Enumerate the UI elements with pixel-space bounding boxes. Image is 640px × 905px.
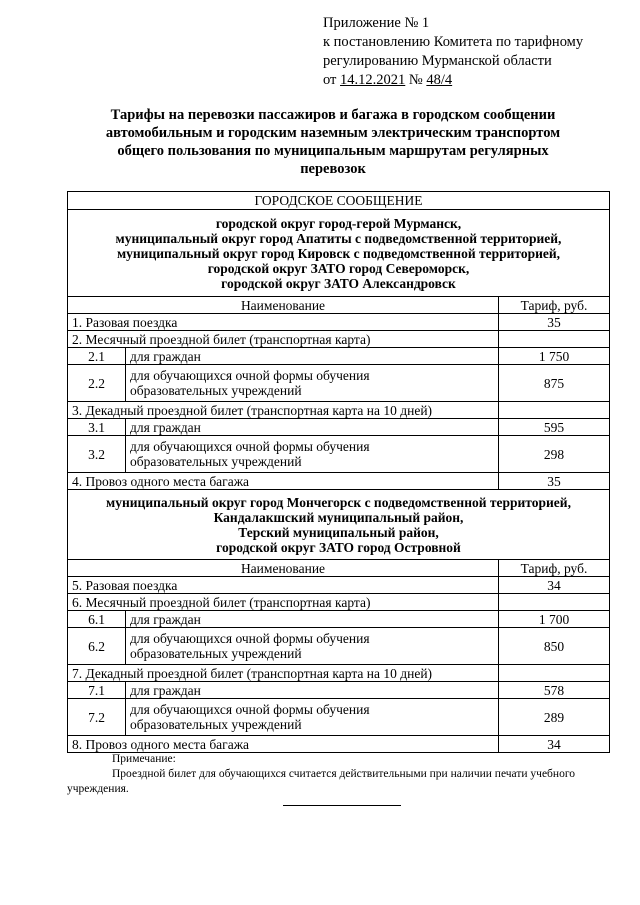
column-header-tariff: Тариф, руб. [499, 297, 610, 314]
region-header-row [68, 210, 610, 297]
tariff-value: 34 [499, 736, 610, 753]
tariff-sublabel-line: для граждан [130, 611, 201, 627]
title-line: Тарифы на перевозки пассажиров и багажа в городском сообщении [110, 107, 556, 123]
tariff-sublabel-line: для граждан [130, 682, 201, 698]
tariff-row [68, 577, 610, 594]
title-line: перевозок [300, 161, 366, 177]
tariff-subnumber: 2.1 [68, 348, 126, 365]
tariff-value: 35 [499, 473, 610, 490]
tariff-group-label: 3. Декадный проездной билет (транспортная карта на 10 дней) [68, 402, 499, 419]
tariff-subnumber: 7.2 [68, 699, 126, 736]
tariff-row [68, 473, 610, 490]
tariff-subrow [68, 628, 610, 665]
tariff-sublabel [126, 348, 499, 365]
tariff-value: 1 750 [499, 348, 610, 365]
appendix-date-line [323, 71, 583, 90]
tariff-value: 1 700 [499, 611, 610, 628]
tariff-sublabel-line: для обучающихся очной формы обучения [130, 702, 370, 717]
tariff-sublabel-line: образовательных учреждений [130, 383, 302, 398]
title-line: общего пользования по муниципальным маршрутам регулярных [117, 143, 549, 159]
tariff-sublabel [126, 611, 499, 628]
tariff-subrow [68, 365, 610, 402]
region-line: городской округ город-герой Мурманск, [215, 215, 462, 231]
tariff-subnumber: 3.2 [68, 436, 126, 473]
tariff-value: 289 [499, 699, 610, 736]
column-header-tariff: Тариф, руб. [499, 560, 610, 577]
tariff-sublabel-line: для обучающихся очной формы обучения [130, 368, 370, 383]
tariff-sublabel-line: для обучающихся очной формы обучения [130, 439, 370, 454]
note-block [67, 752, 623, 797]
tariff-group-label: 7. Декадный проездной билет (транспортная карта на 10 дней) [68, 665, 499, 682]
tariff-label: 1. Разовая поездка [68, 314, 499, 331]
tariff-sublabel-line: для граждан [130, 419, 201, 435]
tariff-value: 34 [499, 577, 610, 594]
region-line: Кандалакшский муниципальный район, [213, 509, 464, 525]
appendix-line: Приложение № 1 [323, 15, 430, 31]
tariff-sublabel [126, 682, 499, 699]
tariff-subnumber: 2.2 [68, 365, 126, 402]
tariff-value-empty [499, 402, 610, 419]
tariff-sublabel-line: образовательных учреждений [130, 717, 302, 732]
tariff-label: 8. Провоз одного места багажа [68, 736, 499, 753]
region-line: городской округ ЗАТО город Североморск, [207, 260, 470, 276]
tariff-subnumber: 3.1 [68, 419, 126, 436]
region-line: Терский муниципальный район, [238, 524, 439, 540]
tariff-value-empty [499, 331, 610, 348]
tariff-group-row [68, 402, 610, 419]
region-line: муниципальный округ город Апатиты с подведомственной территорией, [115, 230, 562, 246]
tariff-subrow [68, 348, 610, 365]
tariff-subrow [68, 419, 610, 436]
tariff-group-label: 6. Месячный проездной билет (транспортная карта) [68, 594, 499, 611]
tariff-table-body [68, 192, 610, 753]
tariff-row [68, 314, 610, 331]
tariff-value: 298 [499, 436, 610, 473]
title-line: автомобильным и городским наземным электрическим транспортом [105, 125, 561, 141]
date-prefix: от [323, 72, 341, 88]
tariff-subnumber: 6.2 [68, 628, 126, 665]
appendix-block [323, 14, 583, 90]
tariff-value: 35 [499, 314, 610, 331]
tariff-subrow [68, 436, 610, 473]
tariff-group-row [68, 665, 610, 682]
tariff-value: 850 [499, 628, 610, 665]
resolution-date: 14.12.2021 [340, 72, 406, 88]
region-line: городской округ ЗАТО город Островной [216, 539, 461, 555]
tariff-sublabel [126, 628, 499, 665]
tariff-value: 875 [499, 365, 610, 402]
tariff-sublabel-line: для граждан [130, 348, 201, 364]
tariff-row [68, 736, 610, 753]
note-label: Примечание: [112, 753, 176, 765]
tariff-sublabel [126, 436, 499, 473]
tariff-sublabel-line: для обучающихся очной формы обучения [130, 631, 370, 646]
region-line: городской округ ЗАТО Александровск [221, 275, 456, 291]
tariff-sublabel [126, 365, 499, 402]
tariff-subnumber: 6.1 [68, 611, 126, 628]
column-header-name: Наименование [68, 560, 499, 577]
tariff-subrow [68, 611, 610, 628]
tariff-value: 578 [499, 682, 610, 699]
region-header [68, 210, 610, 297]
region-header-row [68, 490, 610, 560]
tariff-label: 5. Разовая поездка [68, 577, 499, 594]
resolution-number: 48/4 [426, 72, 453, 88]
tariff-subnumber: 7.1 [68, 682, 126, 699]
tariff-sublabel [126, 699, 499, 736]
tariff-value: 595 [499, 419, 610, 436]
section-header-row [68, 192, 610, 210]
tariff-group-row [68, 594, 610, 611]
tariff-table [67, 191, 610, 753]
tariff-group-row [68, 331, 610, 348]
document-title [70, 106, 596, 178]
appendix-line: регулированию Мурманской области [323, 53, 552, 69]
column-header-name: Наименование [68, 297, 499, 314]
region-line: муниципальный округ город Кировск с подведомственной территорией, [116, 245, 561, 261]
tariff-subrow [68, 682, 610, 699]
tariff-sublabel-line: образовательных учреждений [130, 646, 302, 661]
column-header-row [68, 297, 610, 314]
section-header: ГОРОДСКОЕ СООБЩЕНИЕ [68, 192, 610, 210]
region-line: муниципальный округ город Мончегорск с подведомственной территорией, [106, 494, 571, 510]
tariff-sublabel-line: образовательных учреждений [130, 454, 302, 469]
appendix-line: к постановлению Комитета по тарифному [323, 34, 584, 50]
tariff-label: 4. Провоз одного места багажа [68, 473, 499, 490]
number-prefix: № [405, 72, 427, 88]
tariff-sublabel [126, 419, 499, 436]
tariff-subrow [68, 699, 610, 736]
note-text: Проездной билет для обучающихся считается действительными при наличии печати учебного учреждения. [67, 768, 575, 795]
tariff-value-empty [499, 665, 610, 682]
tariff-value-empty [499, 594, 610, 611]
region-header [68, 490, 610, 560]
end-divider [283, 805, 401, 806]
tariff-group-label: 2. Месячный проездной билет (транспортная карта) [68, 331, 499, 348]
column-header-row [68, 560, 610, 577]
